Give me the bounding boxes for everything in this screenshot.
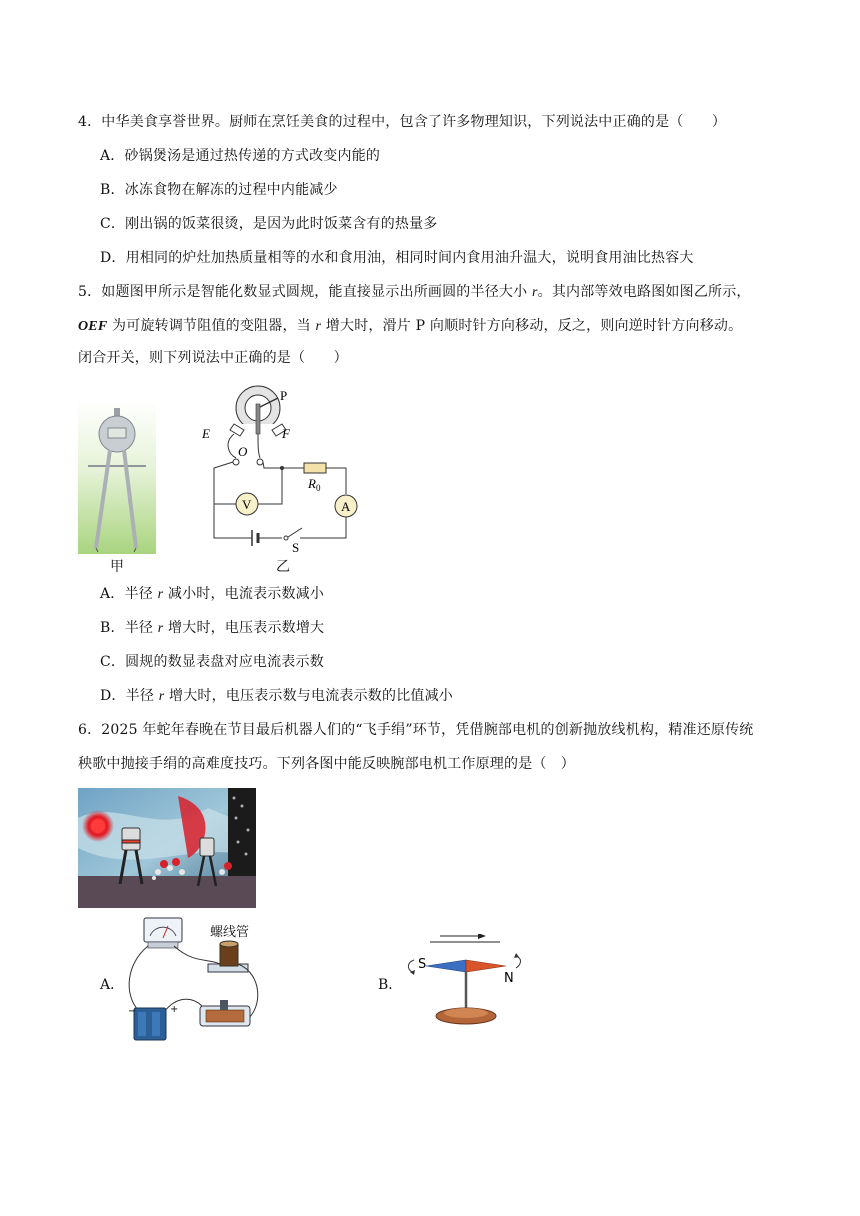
- q6-stem-line2: 秧歌中抛接手绢的高难度技巧。下列各图中能反映腕部电机工作原理的是（ ）: [78, 756, 575, 772]
- q5-stem-line3: 闭合开关，则下列说法中正确的是（ ）: [78, 350, 348, 366]
- q5-option-d: D．半径 r 增大时，电压表示数与电流表示数的比值减小: [100, 688, 453, 704]
- solenoid-circuit-figure: [124, 914, 274, 1048]
- compass-needle-figure: [400, 934, 530, 1026]
- label-F: F: [282, 426, 290, 441]
- q5-stem-line1: 5．如题图甲所示是智能化数显式圆规，能直接显示出所画圆的半径大小 r。其内部等效电路图如图乙所示，: [78, 284, 751, 300]
- q4-stem: 4．中华美食享誉世界。厨师在烹饪美食的过程中，包含了许多物理知识，下列说法中正确的是（ ）: [78, 114, 727, 130]
- figure-jia-caption: 甲: [110, 559, 124, 575]
- q4-option-b: B．冰冻食物在解冻的过程中内能减少: [100, 182, 338, 198]
- q6-stem-line1: 6．2025 年蛇年春晚在节目最后机器人们的“飞手绢”环节，凭借腕部电机的创新抛放线机构，精准还原传统: [78, 722, 754, 738]
- label-O: O: [238, 444, 248, 459]
- svg-text:−: −: [128, 1006, 137, 1017]
- q4-option-a: A．砂锅煲汤是通过热传递的方式改变内能的: [100, 148, 381, 164]
- q6-option-a-label: A．: [100, 977, 125, 993]
- switch-label: S: [292, 540, 300, 552]
- label-E: E: [202, 426, 210, 441]
- robot-stage-photo: [78, 788, 256, 908]
- q5-option-b: B．半径 r 增大时，电压表示数增大: [100, 620, 325, 636]
- q5-option-c: C．圆规的数显表盘对应电流表示数: [100, 654, 324, 670]
- voltmeter-label: V: [242, 497, 252, 512]
- q5-stem-line2: OEF 为可旋转调节阻值的变阻器，当 r 增大时，滑片 P 向顺时针方向移动，反之，则向逆时针方向移动。: [78, 318, 743, 334]
- needle-n-label: N: [504, 971, 514, 986]
- label-P: P: [280, 388, 288, 403]
- resistor-label: $R_0$: [308, 476, 321, 493]
- needle-s-label: S: [418, 957, 427, 972]
- q4-option-d: D．用相同的炉灶加热质量相等的水和食用油，相同时间内食用油升温大，说明食用油比热容大: [100, 250, 694, 266]
- digital-compass-image: [78, 400, 156, 554]
- q4-option-c: C．刚出锅的饭菜很烫，是因为此时饭菜含有的热量多: [100, 216, 438, 232]
- solenoid-label: 螺线管: [210, 925, 250, 940]
- figure-yi-caption: 乙: [276, 559, 290, 575]
- q6-option-b-label: B．: [378, 977, 403, 993]
- ammeter-label: A: [341, 499, 351, 514]
- circuit-diagram: [196, 380, 366, 552]
- svg-text:+: +: [170, 1004, 179, 1015]
- q5-option-a: A．半径 r 减小时，电流表示数减小: [100, 586, 325, 602]
